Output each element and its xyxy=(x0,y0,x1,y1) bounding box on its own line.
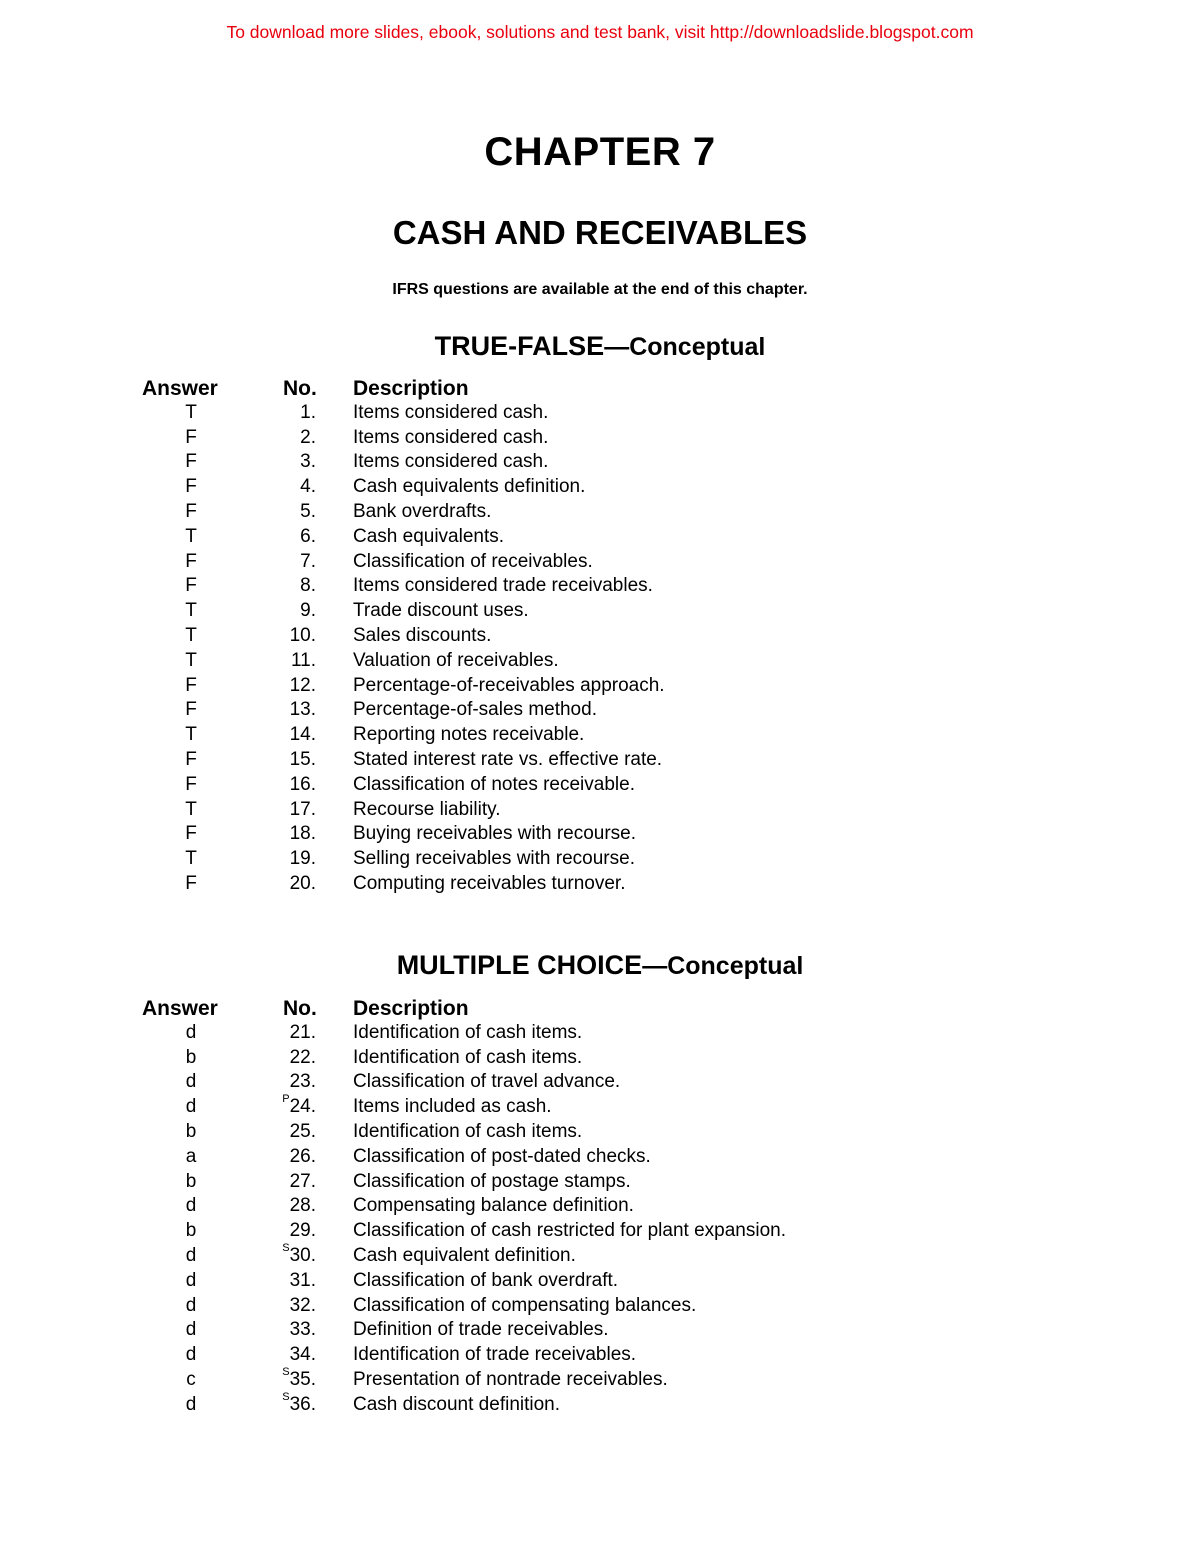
question-marker: P xyxy=(282,1093,290,1106)
section-title-sub: Conceptual xyxy=(629,333,766,361)
description-cell: Classification of notes receivable. xyxy=(353,773,635,795)
answer-header: Answer xyxy=(142,997,218,1020)
description-cell: Classification of post-dated checks. xyxy=(353,1145,651,1167)
table-row xyxy=(0,1047,1200,1072)
description-cell: Items considered cash. xyxy=(353,401,549,423)
question-number: 18. xyxy=(289,823,316,845)
question-number: 25. xyxy=(289,1120,316,1142)
number-cell xyxy=(246,675,316,697)
chapter-title: CHAPTER 7 xyxy=(484,130,716,174)
number-cell xyxy=(246,1365,316,1391)
table-row xyxy=(0,823,1200,848)
ifrs-note: IFRS questions are available at the end of this chapter. xyxy=(392,281,808,298)
answer-cell: d xyxy=(185,1195,197,1217)
section-title-main: MULTIPLE CHOICE xyxy=(396,950,643,980)
table-row xyxy=(0,1071,1200,1096)
answer-cell: d xyxy=(185,1269,197,1291)
question-number: 16. xyxy=(289,773,316,795)
question-number: 26. xyxy=(289,1145,316,1167)
table-header xyxy=(0,997,1200,1022)
answer-cell: b xyxy=(185,1120,197,1142)
answer-cell: d xyxy=(185,1344,197,1366)
description-header: Description xyxy=(353,377,469,400)
question-marker: S xyxy=(282,1390,290,1403)
question-number: 32. xyxy=(289,1294,316,1316)
answer-cell: b xyxy=(185,1170,197,1192)
number-cell xyxy=(246,650,316,672)
description-cell: Items included as cash. xyxy=(353,1096,552,1118)
number-cell xyxy=(246,451,316,473)
number-cell xyxy=(246,1047,316,1069)
table-row xyxy=(0,749,1200,774)
description-cell: Identification of cash items. xyxy=(353,1021,583,1043)
table-row xyxy=(0,1295,1200,1320)
number-cell xyxy=(246,848,316,870)
table-header xyxy=(0,377,1200,402)
answer-cell: T xyxy=(185,600,197,622)
true-false-rows xyxy=(0,402,1200,898)
description-cell: Selling receivables with recourse. xyxy=(353,848,635,870)
answer-cell: T xyxy=(185,724,197,746)
table-row xyxy=(0,1171,1200,1196)
question-marker: S xyxy=(282,1365,290,1378)
section-title-dash: — xyxy=(604,333,630,361)
description-cell: Presentation of nontrade receivables. xyxy=(353,1368,668,1390)
description-cell: Cash equivalent definition. xyxy=(353,1244,576,1266)
number-cell xyxy=(246,402,316,424)
answer-cell: T xyxy=(185,624,197,646)
table-row xyxy=(0,699,1200,724)
number-cell xyxy=(246,1022,316,1044)
number-cell xyxy=(246,823,316,845)
table-row xyxy=(0,1146,1200,1171)
answer-cell: F xyxy=(185,748,197,770)
question-number: 5. xyxy=(300,500,316,522)
table-row xyxy=(0,625,1200,650)
question-number: 23. xyxy=(289,1071,316,1093)
table-row xyxy=(0,526,1200,551)
number-cell xyxy=(246,551,316,573)
table-row xyxy=(0,873,1200,898)
answer-cell: d xyxy=(185,1244,197,1266)
table-row xyxy=(0,427,1200,452)
answer-header: Answer xyxy=(142,377,218,400)
chapter-subtitle: CASH AND RECEIVABLES xyxy=(392,214,808,251)
table-row xyxy=(0,675,1200,700)
question-number: 35. xyxy=(289,1368,316,1390)
question-number: 17. xyxy=(289,798,316,820)
answer-cell: F xyxy=(185,451,197,473)
description-cell: Recourse liability. xyxy=(353,798,501,820)
description-cell: Identification of cash items. xyxy=(353,1120,583,1142)
description-cell: Bank overdrafts. xyxy=(353,500,492,522)
question-number: 3. xyxy=(300,451,316,473)
description-cell: Reporting notes receivable. xyxy=(353,724,585,746)
answer-cell: d xyxy=(185,1021,197,1043)
number-cell xyxy=(246,575,316,597)
description-cell: Buying receivables with recourse. xyxy=(353,823,637,845)
description-cell: Valuation of receivables. xyxy=(353,649,559,671)
table-row xyxy=(0,476,1200,501)
question-number: 28. xyxy=(289,1195,316,1217)
multiple-choice-rows xyxy=(0,1022,1200,1419)
number-cell xyxy=(246,526,316,548)
question-number: 15. xyxy=(289,748,316,770)
table-row xyxy=(0,774,1200,799)
question-number: 8. xyxy=(300,575,316,597)
number-cell xyxy=(246,774,316,796)
table-row xyxy=(0,799,1200,824)
number-cell xyxy=(246,1344,316,1366)
number-cell xyxy=(246,1195,316,1217)
table-row xyxy=(0,575,1200,600)
answer-cell: d xyxy=(185,1319,197,1341)
table-row xyxy=(0,1270,1200,1295)
question-number: 20. xyxy=(289,872,316,894)
question-number: 34. xyxy=(289,1344,316,1366)
description-cell: Percentage-of-sales method. xyxy=(353,699,597,721)
question-number: 4. xyxy=(300,476,316,498)
description-cell: Sales discounts. xyxy=(353,624,492,646)
true-false-table xyxy=(0,377,1200,898)
number-cell xyxy=(246,1171,316,1193)
section-title-sub: Conceptual xyxy=(667,952,804,980)
table-row xyxy=(0,1390,1200,1419)
description-cell: Classification of cash restricted for plant expansion. xyxy=(353,1220,786,1242)
question-number: 1. xyxy=(300,401,316,423)
question-number: 2. xyxy=(300,426,316,448)
question-number: 7. xyxy=(300,550,316,572)
answer-cell: F xyxy=(185,773,197,795)
answer-cell: F xyxy=(185,426,197,448)
description-cell: Items considered cash. xyxy=(353,426,549,448)
table-row xyxy=(0,1093,1200,1121)
table-row xyxy=(0,724,1200,749)
answer-cell: F xyxy=(185,699,197,721)
table-row xyxy=(0,600,1200,625)
description-cell: Stated interest rate vs. effective rate. xyxy=(353,748,663,770)
number-cell xyxy=(246,1146,316,1168)
description-cell: Items considered trade receivables. xyxy=(353,575,653,597)
download-banner: To download more slides, ebook, solutions and test bank, visit http://downloadslide.blogspot.com xyxy=(226,22,974,42)
table-row xyxy=(0,650,1200,675)
question-number: 29. xyxy=(289,1220,316,1242)
description-cell: Classification of bank overdraft. xyxy=(353,1269,619,1291)
question-number: 36. xyxy=(289,1393,316,1415)
table-row xyxy=(0,451,1200,476)
description-cell: Cash equivalents definition. xyxy=(353,476,586,498)
number-cell xyxy=(246,476,316,498)
description-cell: Identification of trade receivables. xyxy=(353,1344,637,1366)
question-number: 13. xyxy=(289,699,316,721)
multiple-choice-section-title xyxy=(0,950,1200,981)
answer-cell: T xyxy=(185,798,197,820)
answer-cell: T xyxy=(185,848,197,870)
description-cell: Cash discount definition. xyxy=(353,1393,561,1415)
number-cell xyxy=(246,1071,316,1093)
table-row xyxy=(0,1241,1200,1270)
number-cell xyxy=(246,1220,316,1242)
question-number: 27. xyxy=(289,1170,316,1192)
number-cell xyxy=(246,724,316,746)
question-number: 6. xyxy=(300,525,316,547)
description-cell: Cash equivalents. xyxy=(353,525,505,547)
description-cell: Classification of postage stamps. xyxy=(353,1170,631,1192)
question-number: 19. xyxy=(289,848,316,870)
number-cell xyxy=(246,1241,316,1267)
answer-cell: F xyxy=(185,872,197,894)
number-cell xyxy=(246,625,316,647)
question-number: 10. xyxy=(289,624,316,646)
number-cell xyxy=(246,427,316,449)
answer-cell: F xyxy=(185,575,197,597)
description-cell: Classification of receivables. xyxy=(353,550,593,572)
question-number: 31. xyxy=(289,1269,316,1291)
answer-cell: b xyxy=(185,1220,197,1242)
number-cell xyxy=(246,873,316,895)
number-cell xyxy=(246,1270,316,1292)
number-cell xyxy=(246,1121,316,1143)
answer-cell: T xyxy=(185,649,197,671)
description-cell: Percentage-of-receivables approach. xyxy=(353,674,665,696)
description-cell: Classification of travel advance. xyxy=(353,1071,621,1093)
answer-cell: a xyxy=(185,1145,197,1167)
description-cell: Compensating balance definition. xyxy=(353,1195,634,1217)
question-marker: S xyxy=(282,1241,290,1254)
table-row xyxy=(0,1121,1200,1146)
number-cell xyxy=(246,1295,316,1317)
section-title-main: TRUE-FALSE xyxy=(434,331,605,361)
question-number: 33. xyxy=(289,1319,316,1341)
number-cell xyxy=(246,799,316,821)
description-cell: Trade discount uses. xyxy=(353,600,529,622)
number-cell xyxy=(246,699,316,721)
answer-cell: F xyxy=(185,476,197,498)
number-cell xyxy=(246,749,316,771)
number-header: No. xyxy=(283,377,317,400)
table-row xyxy=(0,848,1200,873)
question-number: 24. xyxy=(289,1096,316,1118)
number-cell xyxy=(246,1093,316,1118)
answer-cell: T xyxy=(185,525,197,547)
table-row xyxy=(0,1365,1200,1394)
question-number: 9. xyxy=(300,600,316,622)
table-row xyxy=(0,551,1200,576)
question-number: 21. xyxy=(289,1021,316,1043)
answer-cell: F xyxy=(185,500,197,522)
description-cell: Classification of compensating balances. xyxy=(353,1294,697,1316)
answer-cell: c xyxy=(186,1368,196,1390)
answer-cell: F xyxy=(185,550,197,572)
description-header: Description xyxy=(353,997,469,1020)
number-cell xyxy=(246,501,316,523)
answer-cell: F xyxy=(185,674,197,696)
description-cell: Computing receivables turnover. xyxy=(353,872,626,894)
number-cell xyxy=(246,1319,316,1341)
question-number: 12. xyxy=(289,674,316,696)
description-cell: Definition of trade receivables. xyxy=(353,1319,609,1341)
table-row xyxy=(0,402,1200,427)
description-cell: Items considered cash. xyxy=(353,451,549,473)
question-number: 11. xyxy=(290,649,316,671)
true-false-section-title xyxy=(0,331,1200,362)
table-row xyxy=(0,1344,1200,1369)
section-title-dash: — xyxy=(642,952,668,980)
multiple-choice-table xyxy=(0,997,1200,1419)
table-row xyxy=(0,1195,1200,1220)
answer-cell: d xyxy=(185,1294,197,1316)
description-cell: Identification of cash items. xyxy=(353,1046,583,1068)
table-row xyxy=(0,1220,1200,1245)
answer-cell: b xyxy=(185,1046,197,1068)
number-cell xyxy=(246,600,316,622)
answer-cell: d xyxy=(185,1393,197,1415)
question-number: 22. xyxy=(289,1046,316,1068)
answer-cell: d xyxy=(185,1096,197,1118)
question-number: 14. xyxy=(289,724,316,746)
number-header: No. xyxy=(283,997,317,1020)
answer-cell: T xyxy=(185,401,197,423)
answer-cell: F xyxy=(185,823,197,845)
question-number: 30. xyxy=(289,1244,316,1266)
number-cell xyxy=(246,1390,316,1416)
table-row xyxy=(0,1022,1200,1047)
table-row xyxy=(0,501,1200,526)
answer-cell: d xyxy=(185,1071,197,1093)
table-row xyxy=(0,1319,1200,1344)
